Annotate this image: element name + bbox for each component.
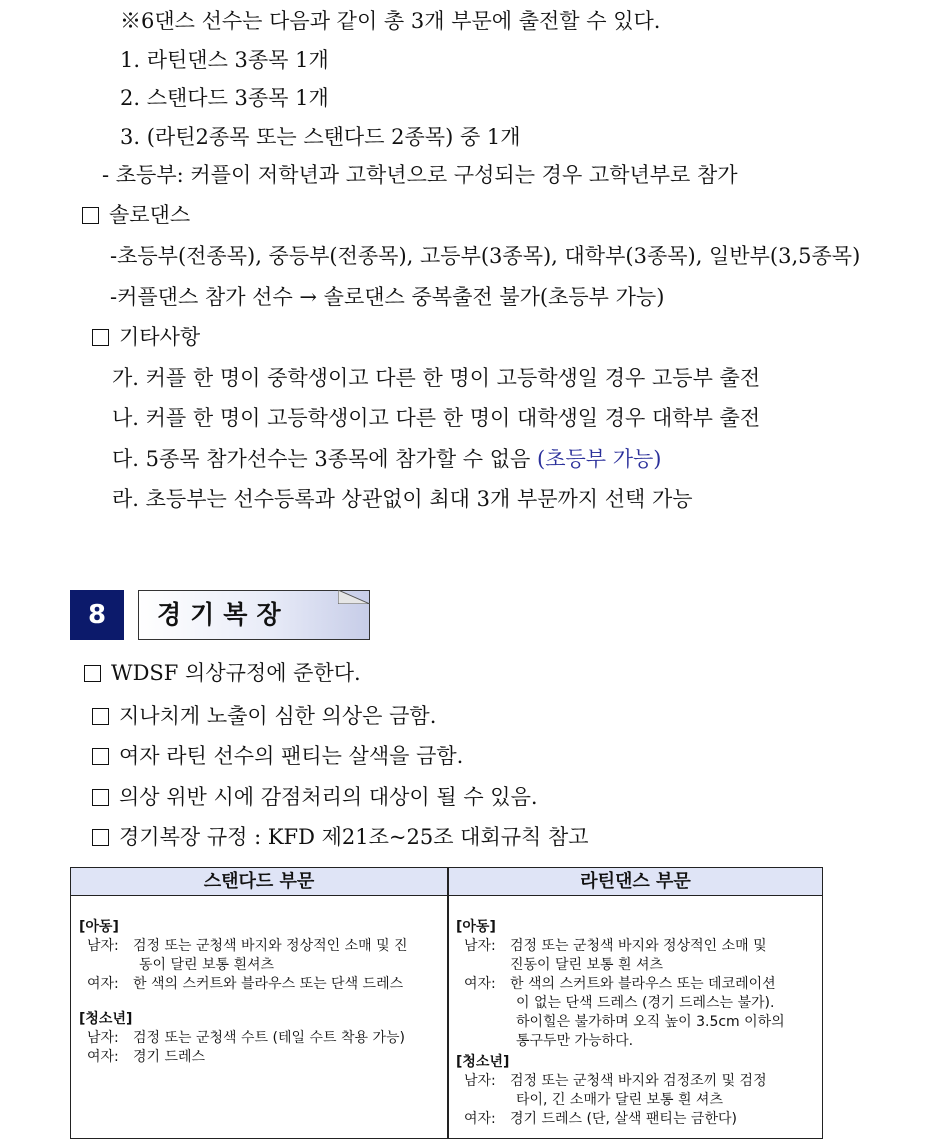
dance-note: ※6댄스 선수는 다음과 같이 총 3개 부문에 출전할 수 있다. — [120, 9, 661, 33]
misc-item: 가. 커플 한 명이 중학생이고 다른 한 명이 고등학생일 경우 고등부 출전 — [112, 366, 761, 390]
table-row: 남자: 검정 또는 군청색 바지와 정상적인 소매 및 진동이 달린 보통 흰 셔츠 — [464, 938, 767, 973]
category-label: [청소년] — [456, 1054, 510, 1070]
list-item: 1. 라틴댄스 3종목 1개 — [120, 48, 329, 72]
checkbox-square-icon — [84, 665, 101, 682]
list-item: 2. 스탠다드 3종목 1개 — [120, 86, 329, 110]
category-label: [아동] — [79, 919, 119, 935]
table-row: 남자: 검정 또는 군청색 바지와 검정조끼 및 검정 타이, 긴 소매가 달린 보통 흰 셔츠 — [464, 1073, 767, 1108]
checkbox-square-icon — [92, 708, 109, 725]
table-row: 여자: 한 색의 스커트와 블라우스 또는 단색 드레스 — [87, 976, 404, 992]
dress-rule: 의상 위반 시에 감점처리의 대상이 될 수 있음. — [92, 784, 538, 810]
dress-main: WDSF 의상규정에 준한다. — [84, 660, 361, 686]
checkbox-square-icon — [82, 207, 99, 224]
latin-cell — [456, 918, 818, 1129]
checkbox-square-icon — [92, 329, 109, 346]
section-title: 경기복장 — [138, 590, 370, 640]
checkbox-square-icon — [92, 829, 109, 846]
misc-item: 라. 초등부는 선수등록과 상관없이 최대 3개 부문까지 선택 가능 — [112, 487, 693, 511]
dress-rule: 여자 라틴 선수의 팬티는 살색을 금함. — [92, 743, 463, 769]
table-row: 여자: 경기 드레스 — [87, 1049, 206, 1065]
misc-item: 나. 커플 한 명이 고등학생이고 다른 한 명이 대학생일 경우 대학부 출전 — [112, 406, 761, 430]
dress-rule: 지나치게 노출이 심한 의상은 금함. — [92, 703, 436, 729]
elementary-allowed-note: (초등부 가능) — [537, 447, 662, 471]
table-row: 남자: 검정 또는 군청색 수트 (테일 수트 착용 가능) — [87, 1030, 405, 1046]
standard-cell — [79, 918, 441, 1067]
dress-code-table — [70, 867, 823, 1139]
solo-line: -초등부(전종목), 중등부(전종목), 고등부(3종목), 대학부(3종목), 일반부(3,5종목) — [110, 244, 861, 268]
misc-heading: 기타사항 — [92, 324, 200, 350]
header-latin: 라틴댄스 부문 — [580, 871, 691, 892]
solo-line: -커플댄스 참가 선수 → 솔로댄스 중복출전 불가(초등부 가능) — [110, 285, 665, 309]
elementary-note: - 초등부: 커플이 저학년과 고학년으로 구성되는 경우 고학년부로 참가 — [102, 163, 738, 187]
checkbox-square-icon — [92, 748, 109, 765]
section-number: 8 — [70, 590, 124, 640]
category-label: [아동] — [456, 919, 496, 935]
table-row: 여자: 경기 드레스 (단, 살색 팬티는 금한다) — [464, 1111, 737, 1127]
category-label: [청소년] — [79, 1011, 133, 1027]
table-row: 남자: 검정 또는 군청색 바지와 정상적인 소매 및 진 동이 달린 보통 흰셔츠 — [87, 938, 408, 973]
page-fold-icon — [338, 590, 370, 604]
header-standard: 스탠다드 부문 — [203, 871, 315, 892]
dress-rule: 경기복장 규정 : KFD 제21조~25조 대회규칙 참고 — [92, 824, 589, 850]
list-item: 3. (라틴2종목 또는 스탠다드 2종목) 중 1개 — [120, 125, 521, 149]
misc-item: 다. 5종목 참가선수는 3종목에 참가할 수 없음 (초등부 가능) — [112, 447, 662, 471]
solo-heading: 솔로댄스 — [82, 202, 190, 228]
table-row: 여자: 한 색의 스커트와 블라우스 또는 데코레이션 이 없는 단색 드레스 (경기 드레스는 불가). 하이힐은 불가하며 오직 높이 3.5cm 이하의 통구두만 가능하다. — [464, 976, 785, 1049]
column-divider — [447, 868, 449, 1138]
checkbox-square-icon — [92, 789, 109, 806]
